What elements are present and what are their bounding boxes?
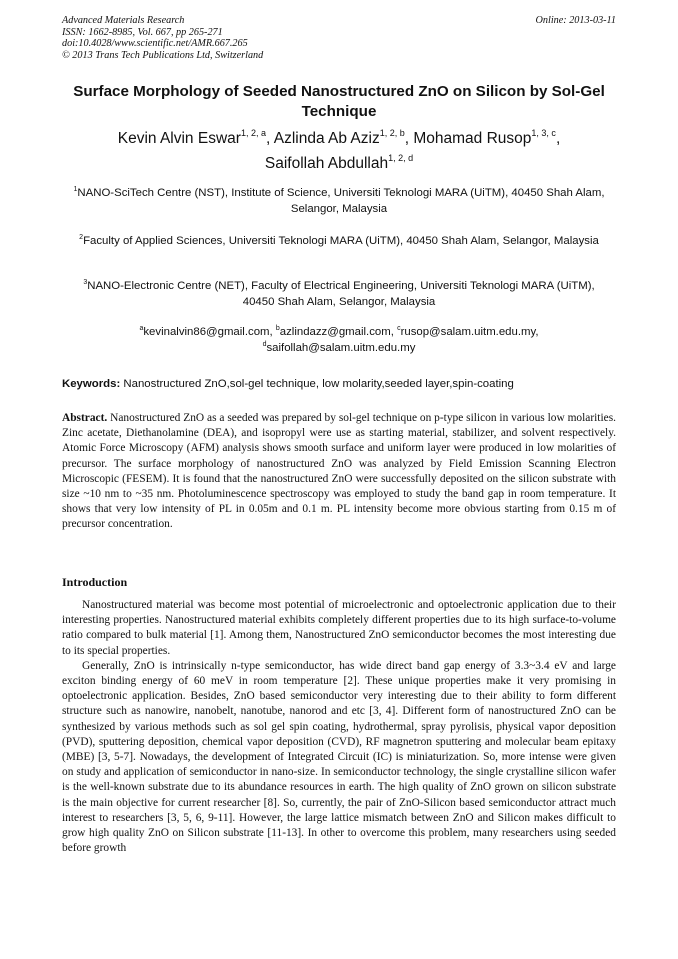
copyright-line: © 2013 Trans Tech Publications Ltd, Switzerland [62, 49, 264, 61]
email-address: azlindazz@gmail.com [279, 326, 391, 338]
introduction-body [62, 598, 616, 856]
email-list: $^a$kevinalvin86@gmail.com, $^b$azlindazz@gmail.com, $^c$rusop@salam.uitm.edu.my, $^d$saifollah@salam.uitm.edu.my [139, 325, 539, 354]
author-sup: 1, 3, c [531, 128, 556, 138]
author-sup: 1, 2, b [379, 128, 405, 138]
email-address: saifollah@salam.uitm.edu.my [266, 342, 416, 354]
keywords [62, 377, 616, 392]
affiliation-1: $^1$NANO-SciTech Centre (NST), Institute of Science, Universiti Teknologi MARA (UiTM), 40450 Shah Alam, Selangor, Malaysia [73, 186, 605, 215]
issn-line: ISSN: 1662-8985, Vol. 667, pp 265-271 [62, 26, 223, 38]
author-name: Mohamad Rusop [413, 130, 532, 147]
section-heading-introduction: Introduction [62, 575, 128, 589]
author-name: Kevin Alvin Eswar [117, 130, 241, 147]
keywords-text: Nanostructured ZnO,sol-gel technique, low molarity,seeded layer,spin-coating [123, 378, 514, 390]
keywords-label: Keywords: [62, 378, 121, 390]
author-sup: 1, 2, a [240, 128, 266, 138]
email-address: rusop@salam.uitm.edu.my [400, 326, 536, 338]
abstract-text: Nanostructured ZnO as a seeded was prepared by sol-gel technique on p-type silicon in various low molarities. Zinc acetate, Diethanolamine (DEA), and isopropyl were use as starting material, stabilizer, and solvent respectively. Atomic Force Microscopy (AFM) analysis shows smooth surface and uniform layer were produced in low molarities of precursor. The surface morphology of nanostructured ZnO was analyzed by Field Emission Scanning Electron Microscopic (FESEM). It is found that the nanostructured ZnO were successfully deposited on the silicon substrate with size ~10 nm to ~35 nm. Photoluminescence spectroscopy was employed to study the band gap in room temperature. It shows that very low intensity of PL in 0.05m and 0.1 m. PL intensity become more obvious starting from 0.15 m of precursor concentration. [62, 412, 616, 531]
online-date: Online: 2013-03-11 [535, 15, 616, 26]
affiliation-2: $^2$Faculty of Applied Sciences, Universiti Teknologi MARA (UiTM), 40450 Shah Alam, Selangor, Malaysia [79, 234, 599, 247]
paragraph: Nanostructured material was become most potential of microelectronic and optoelectronic application due to their interesting properties. Nanostructured material exhibits completely different properties due to its high surface-to-volume ratio compared to bulk material [1]. Among them, Nanostructured ZnO semiconductor becomes the most interesting due to its special properties. [62, 599, 616, 657]
paper-title: Surface Morphology of Seeded Nanostructured ZnO on Silicon by Sol-Gel Technique [73, 83, 605, 120]
abstract [62, 411, 616, 533]
journal-header [62, 15, 616, 61]
email-address: kevinalvin86@gmail.com [143, 326, 270, 338]
abstract-label: Abstract. [62, 412, 108, 424]
author-list: Kevin Alvin Eswar$^{1, 2, a}$, Azlinda Ab Aziz$^{1, 2, b}$, Mohamad Rusop$^{1, 3, c}$, Saifollah Abdullah$^{1, 2, d}$ [117, 128, 561, 172]
author-name: Saifollah Abdullah [264, 155, 389, 172]
doi-line: doi:10.4028/www.scientific.net/AMR.667.265 [62, 38, 248, 49]
journal-name: Advanced Materials Research [62, 15, 185, 26]
affiliation-3: $^3$NANO-Electronic Centre (NET), Faculty of Electrical Engineering, Universiti Teknologi MARA (UiTM), 40450 Shah Alam, Selangor, Malaysia [83, 279, 595, 308]
paragraph: Generally, ZnO is intrinsically n-type semiconductor, has wide direct band gap energy of 3.3~3.4 eV and large exciton binding energy of 60 meV in room temperature [2]. These unique properties make it very promising in optoelectronic application. Besides, ZnO based semiconductor very interesting due to their ability to form different structure such as nanowire, nanobelt, nanotube, nanorod and etc [3, 4]. Different form of nanostructured ZnO can be synthesized by various methods such as sol gel spin coating, hydrothermal, spray pyrolisis, physical vapor deposition (PVD), sputtering deposition, chemical vapor deposition (CVD), RF magnetron sputtering and molecular beam epitaxy (MBE) [3, 5-7]. Nowadays, the development of Integrated Circuit (IC) is miniaturization. So, more intense were given on study and application of semiconductor in nano-size. In semiconductor technology, the single crystalline silicon wafer is the well-known substrate due to its abundance resources in earth. The high quality of ZnO grown on silicon substrate is the main objective for current researcher [8]. So, currently, the pair of ZnO-Silicon based semiconductor attract much interest to researchers [3, 5, 6, 9-11]. However, the large lattice mismatch between ZnO and Silicon makes difficult to grow high quality ZnO on Silicon substrate [11-13]. In other to overcome this problem, many researchers using seeded before growth [62, 659, 616, 855]
author-sup: 1, 2, d [388, 153, 414, 163]
author-name: Azlinda Ab Aziz [273, 130, 380, 147]
